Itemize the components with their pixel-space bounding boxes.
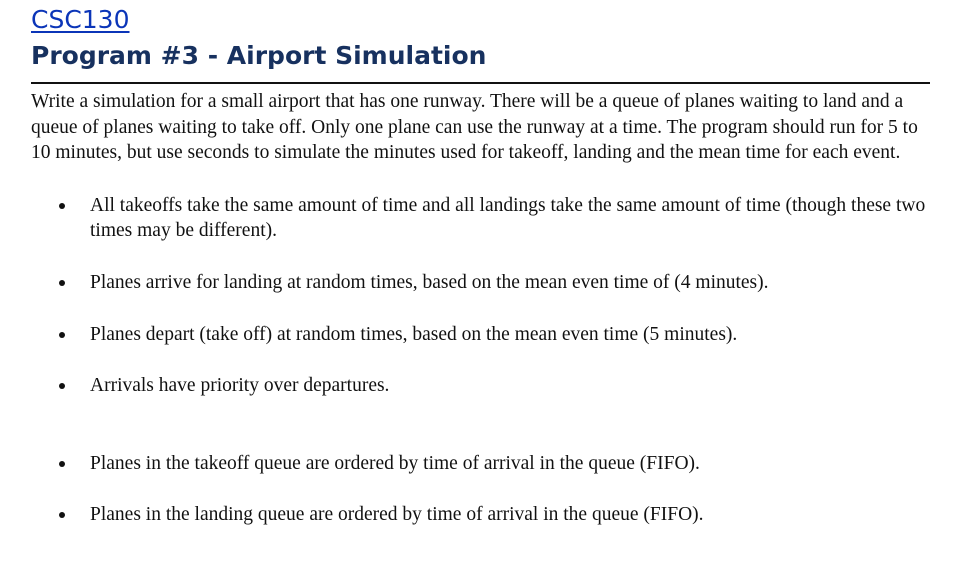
document-page <box>31 0 931 525</box>
bullet-icon <box>59 512 65 518</box>
list-item-text: All takeoffs take the same amount of time and all landings take the same amount of time (though these two times may be different). <box>90 194 926 241</box>
list-item <box>31 451 930 477</box>
bullet-icon <box>59 203 65 209</box>
list-item <box>31 373 930 399</box>
list-item <box>31 322 930 348</box>
bullet-icon <box>59 280 65 286</box>
list-item-text: Planes depart (take off) at random times, based on the mean even time (5 minutes). <box>90 323 738 345</box>
list-item <box>31 270 930 296</box>
title-divider <box>31 82 930 84</box>
bullet-icon <box>59 461 65 467</box>
list-item <box>31 193 930 244</box>
bullet-icon <box>59 332 65 338</box>
list-item-text: Planes in the landing queue are ordered by time of arrival in the queue (FIFO). <box>90 503 704 525</box>
list-item-text: Planes arrive for landing at random times, based on the mean even time of (4 minutes). <box>90 271 769 293</box>
intro-paragraph: Write a simulation for a small airport that has one runway. There will be a queue of planes waiting to land and a queue of planes waiting to take off. Only one plane can use the runway at a time. The program should run for 5 to 10 minutes, but use seconds to simulate the minutes used for takeoff, landing and the mean time for each event. <box>31 91 918 163</box>
program-title: Program #3 - Airport Simulation <box>31 41 487 70</box>
course-link[interactable]: CSC130 <box>31 5 130 34</box>
list-item <box>31 502 930 528</box>
list-item-text: Arrivals have priority over departures. <box>90 374 390 396</box>
list-item-text: Planes in the takeoff queue are ordered by time of arrival in the queue (FIFO). <box>90 452 700 474</box>
bullet-icon <box>59 383 65 389</box>
